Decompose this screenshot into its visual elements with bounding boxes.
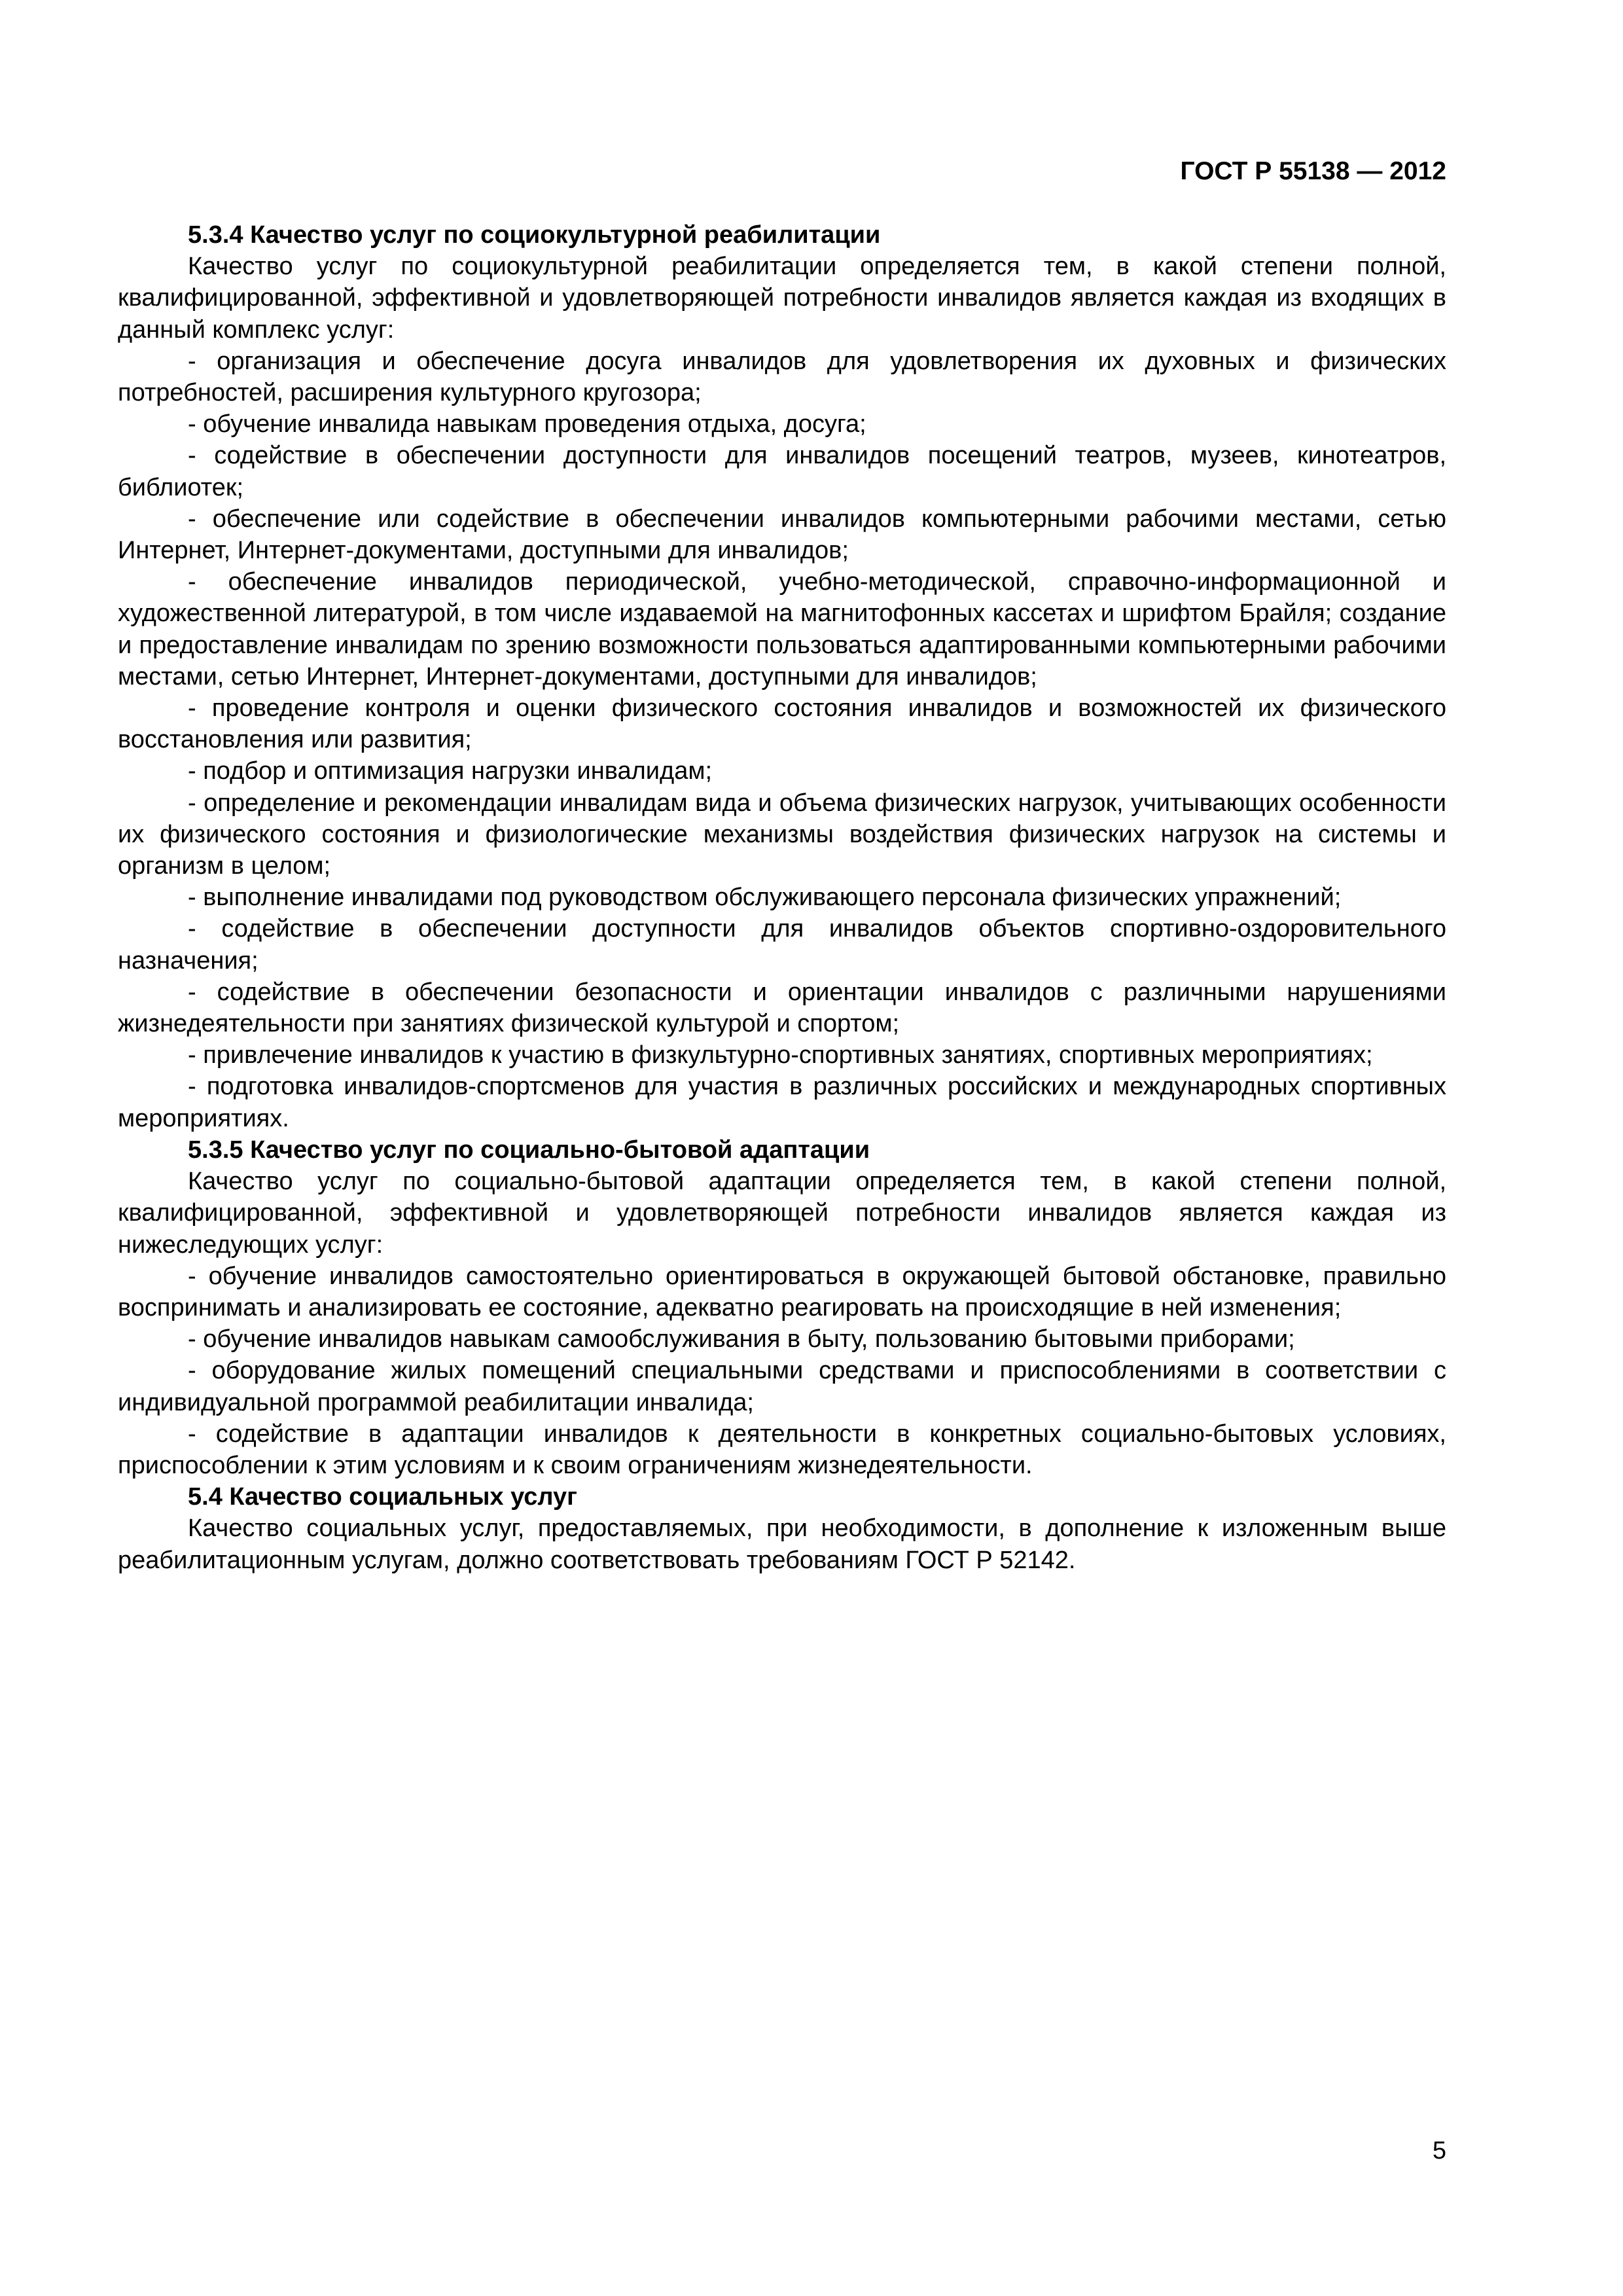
list-item: - обеспечение инвалидов периодической, учебно-методической, справочно-информационной и художественной литературой, в том числе издаваемой на магнитофонных кассетах и шрифтом Брайля; создание и предоставление инвалидам по зрению возможности пользоваться адаптированными компьютерными рабочими местами, сетью Интернет, Интернет-документами, доступными для инвалидов; xyxy=(118,568,1446,691)
document-body xyxy=(118,219,1446,1576)
list-item: - привлечение инвалидов к участию в физкультурно-спортивных занятиях, спортивных мероприятиях; xyxy=(188,1041,1373,1069)
section-heading-5-4: 5.4 Качество социальных услуг xyxy=(188,1483,578,1511)
list-item: - подготовка инвалидов-спортсменов для участия в различных российских и международных спортивных мероприятиях. xyxy=(118,1073,1446,1132)
section-heading-5-3-4: 5.3.4 Качество услуг по социокультурной реабилитации xyxy=(188,221,881,249)
list-item: - обучение инвалидов навыкам самообслуживания в быту, пользованию бытовыми приборами; xyxy=(188,1325,1295,1354)
list-item: - подбор и оптимизация нагрузки инвалидам; xyxy=(188,757,713,785)
list-item: - обеспечение или содействие в обеспечении инвалидов компьютерными рабочими местами, сетью Интернет, Интернет-документами, доступными для инвалидов; xyxy=(118,505,1446,565)
list-item: - организация и обеспечение досуга инвалидов для удовлетворения их духовных и физических потребностей, расширения культурного кругозора; xyxy=(118,347,1446,407)
list-item: - оборудование жилых помещений специальными средствами и приспособлениями в соответствии с индивидуальной программой реабилитации инвалида; xyxy=(118,1357,1446,1416)
list-item: - содействие в адаптации инвалидов к деятельности в конкретных социально-бытовых условиях, приспособлении к этим условиям и к своим ограничениям жизнедеятельности. xyxy=(118,1420,1446,1479)
list-item: - определение и рекомендации инвалидам вида и объема физических нагрузок, учитывающих особенности их физического состояния и физиологические механизмы воздействия физических нагрузок на системы и организм в целом; xyxy=(118,789,1446,880)
paragraph: Качество услуг по социокультурной реабилитации определяется тем, в какой степени полной, квалифицированной, эффективной и удовлетворяющей потребности инвалидов является каждая из входящих в данный комплекс услуг: xyxy=(118,253,1446,344)
section-heading-5-3-5: 5.3.5 Качество услуг по социально-бытовой адаптации xyxy=(188,1136,870,1164)
paragraph: Качество социальных услуг, предоставляемых, при необходимости, в дополнение к изложенным выше реабилитационным услугам, должно соответствовать требованиям ГОСТ Р 52142. xyxy=(118,1515,1446,1574)
list-item: - содействие в обеспечении доступности для инвалидов объектов спортивно-оздоровительного назначения; xyxy=(118,915,1446,975)
list-item: - выполнение инвалидами под руководством обслуживающего персонала физических упражнений; xyxy=(188,884,1342,912)
page-number: 5 xyxy=(1432,2137,1446,2164)
list-item: - содействие в обеспечении доступности для инвалидов посещений театров, музеев, кинотеатров, библиотек; xyxy=(118,442,1446,501)
list-item: - проведение контроля и оценки физического состояния инвалидов и возможностей их физического восстановления или развития; xyxy=(118,694,1446,754)
list-item: - обучение инвалидов самостоятельно ориентироваться в окружающей бытовой обстановке, правильно воспринимать и анализировать ее состояние, адекватно реагировать на происходящие в ней изменения; xyxy=(118,1262,1446,1321)
list-item: - содействие в обеспечении безопасности и ориентации инвалидов с различными нарушениями жизнедеятельности при занятиях физической культурой и спортом; xyxy=(118,978,1446,1038)
document-code: ГОСТ Р 55138 — 2012 xyxy=(1180,157,1446,185)
paragraph: Качество услуг по социально-бытовой адаптации определяется тем, в какой степени полной, квалифицированной, эффективной и удовлетворяющей потребности инвалидов является каждая из нижеследующих услуг: xyxy=(118,1168,1446,1259)
list-item: - обучение инвалида навыкам проведения отдыха, досуга; xyxy=(188,410,866,439)
